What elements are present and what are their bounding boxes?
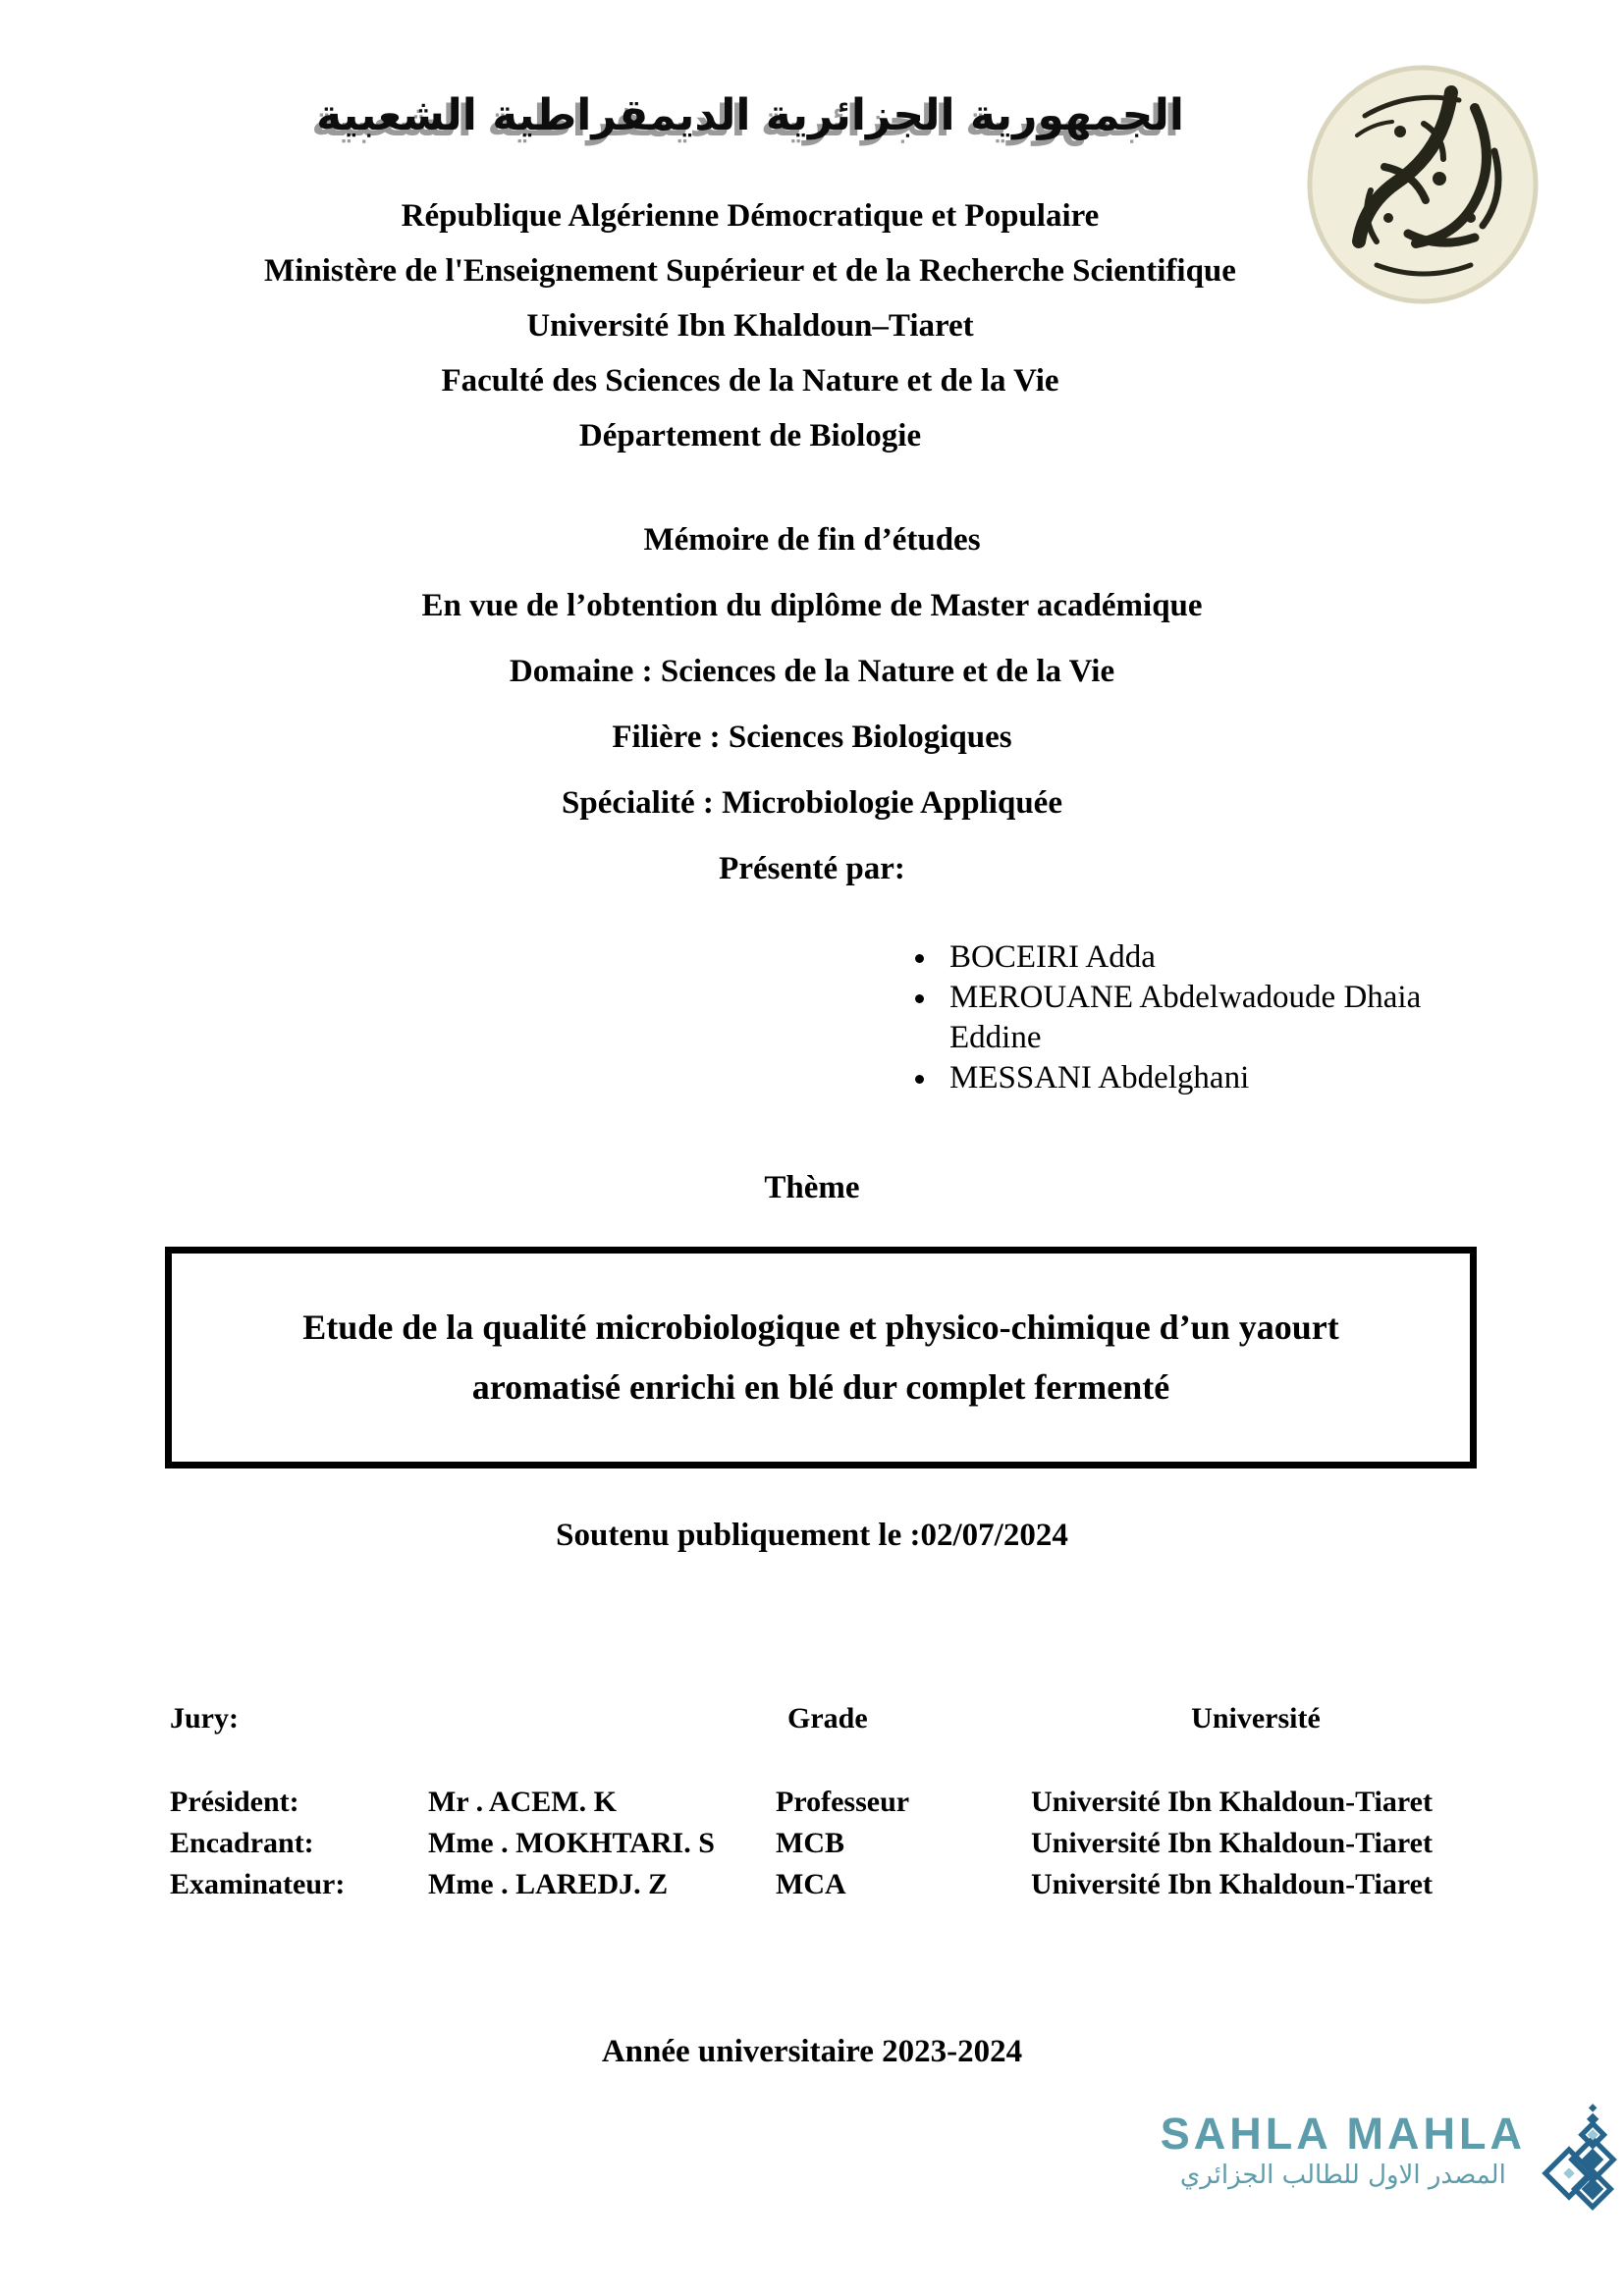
brand-tagline-arabic: المصدر الاول للطالب الجزائري [1179, 2161, 1506, 2190]
jury-row-encadrant-role: Encadrant: [170, 1827, 314, 1859]
header-line-faculty: Faculté des Sciences de la Nature et de la Vie [441, 363, 1059, 399]
jury-row-examinateur-university: Université Ibn Khaldoun-Tiaret [1031, 1868, 1433, 1900]
presented-by-label: Présenté par: [719, 851, 905, 886]
brand-wordmark: SAHLA MAHLA [1160, 2109, 1526, 2159]
jury-header-spacer [428, 1701, 776, 1736]
academic-year: Année universitaire 2023-2024 [601, 2034, 1023, 2069]
jury-header-university: Université [1191, 1702, 1321, 1735]
jury-row-encadrant-university: Université Ibn Khaldoun-Tiaret [1031, 1827, 1433, 1859]
jury-row-encadrant-name: Mme . MOKHTARI. S [428, 1827, 715, 1859]
jury-row-president-role: Président: [170, 1786, 299, 1818]
jury-row-encadrant-grade: MCB [776, 1827, 844, 1859]
arabic-republic-title: الجمهورية الجزائرية الديمقراطية الشعبية [316, 90, 1184, 140]
memoir-domain-line: Domaine : Sciences de la Nature et de la Vie [509, 654, 1115, 689]
authors-list [889, 937, 1514, 1098]
theme-label: Thème [764, 1170, 860, 1205]
brand-logo [1161, 2110, 1618, 2215]
institution-header [0, 199, 1500, 474]
jury-header-label: Jury: [170, 1702, 239, 1735]
author-item: • MESSANI Abdelghani [940, 1058, 1514, 1098]
header-line-republic: République Algérienne Démocratique et Populaire [401, 198, 1100, 234]
jury-header-grade: Grade [787, 1702, 868, 1735]
memoir-purpose-line: En vue de l’obtention du diplôme de Master académique [421, 588, 1203, 623]
header-line-university: Université Ibn Khaldoun–Tiaret [526, 308, 974, 344]
author-item: • MEROUANE Abdelwadoude Dhaia Eddine [940, 978, 1514, 1058]
jury-row-president-grade: Professeur [776, 1786, 910, 1818]
theme-title-box [165, 1247, 1477, 1468]
theme-title-line-2: aromatisé enrichi en blé dur complet fermenté [471, 1367, 1170, 1407]
jury-row-examinateur-grade: MCA [776, 1868, 846, 1900]
memoir-specialty-line: Spécialité : Microbiologie Appliquée [562, 785, 1062, 821]
jury-row-president-name: Mr . ACEM. K [428, 1786, 617, 1818]
memoir-block [0, 523, 1624, 918]
header-line-department: Département de Biologie [578, 418, 922, 454]
jury-row-examinateur-name: Mme . LAREDJ. Z [428, 1868, 669, 1900]
theme-title-line-1: Etude de la qualité microbiologique et physico-chimique d’un yaourt [302, 1308, 1339, 1347]
author-item: • BOCEIRI Adda [940, 937, 1514, 978]
jury-row-examinateur-role: Examinateur: [170, 1868, 346, 1900]
jury-table [170, 1701, 1481, 1905]
memoir-title-line: Mémoire de fin d’études [643, 522, 981, 558]
header-line-ministry: Ministère de l'Enseignement Supérieur et de la Recherche Scientifique [264, 253, 1236, 289]
sahla-mahla-logo-icon [1536, 2103, 1618, 2215]
defense-date-note: Soutenu publiquement le :02/07/2024 [556, 1518, 1068, 1553]
memoir-field-line: Filière : Sciences Biologiques [612, 720, 1012, 755]
jury-row-president-university: Université Ibn Khaldoun-Tiaret [1031, 1786, 1433, 1818]
